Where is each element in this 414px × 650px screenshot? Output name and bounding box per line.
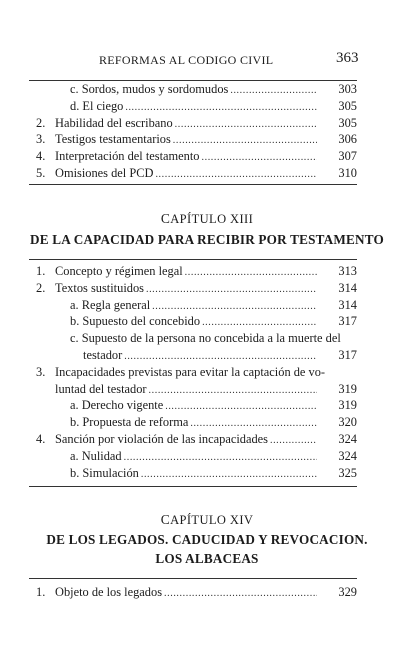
toc-entry: [29, 431, 357, 448]
toc-entry: [29, 364, 357, 398]
toc-chapter-14: [29, 584, 357, 601]
toc-entry: [29, 465, 357, 482]
entry-label: b. Supuesto del concebido: [70, 314, 201, 329]
toc-entry: [29, 584, 357, 601]
toc-entry: [29, 98, 357, 115]
toc-section-continued: [29, 81, 357, 182]
section-rule: [29, 578, 357, 579]
section-rule: [29, 259, 357, 260]
entry-label: b. Propuesta de reforma: [70, 415, 189, 430]
entry-page: 313: [338, 264, 357, 278]
entry-number: 5.: [36, 165, 46, 180]
toc-entry: [29, 148, 357, 165]
toc-entry: [29, 263, 357, 280]
entry-label: Testigos testamentarios: [55, 132, 171, 147]
entry-label: Habilidad del escribano: [55, 115, 173, 130]
entry-page: 320: [338, 415, 357, 430]
chapter-label: CAPÍTULO XIII: [160, 211, 254, 226]
dot-leader: [164, 586, 317, 603]
toc-entry: [29, 313, 357, 330]
toc-entry: [29, 115, 357, 132]
entry-label-line1: c. Supuesto de la persona no concebida a la muerte del: [70, 331, 341, 346]
entry-page: 319: [338, 381, 357, 396]
toc-entry: [29, 280, 357, 297]
entry-label: a. Derecho vigente: [70, 398, 164, 413]
toc-entry: [29, 414, 357, 431]
entry-page: 314: [338, 297, 357, 312]
entry-page: 307: [338, 149, 357, 164]
page-number: 363: [336, 50, 359, 66]
dot-leader: [141, 467, 317, 484]
entry-number: 3.: [36, 132, 46, 147]
entry-label: a. Nulidad: [70, 448, 122, 463]
entry-label: d. El ciego: [70, 98, 124, 113]
entry-page: 305: [338, 115, 357, 130]
entry-label-line2: testador: [83, 347, 123, 362]
entry-number: 1.: [36, 585, 46, 599]
entry-label: Omisiones del PCD: [55, 165, 154, 180]
entry-page: 317: [338, 314, 357, 329]
entry-page: 329: [338, 585, 357, 599]
entry-label-line1: Incapacidades previstas para evitar la captación de vo-: [55, 364, 326, 379]
entry-number: 1.: [36, 264, 46, 278]
entry-number: 2.: [36, 280, 46, 295]
toc-entry: [29, 297, 357, 314]
chapter-title: DE LA CAPACIDAD PARA RECIBIR POR TESTAMENTO: [30, 232, 384, 247]
entry-label: c. Sordos, mudos y sordomudos: [70, 82, 229, 96]
entry-label: Interpretación del testamento: [55, 149, 200, 164]
section-rule: [29, 486, 357, 487]
entry-number: 3.: [36, 364, 46, 379]
entry-label: Concepto y régimen legal: [55, 264, 183, 278]
toc-entry: [29, 448, 357, 465]
entry-page: 314: [338, 280, 357, 295]
entry-label: Objeto de los legados: [55, 585, 163, 599]
entry-number: 4.: [36, 149, 46, 164]
entry-label-line2: luntad del testador: [55, 381, 147, 396]
toc-entry: [29, 131, 357, 148]
toc-chapter-13: [29, 263, 357, 481]
chapter-title-line2: LOS ALBACEAS: [155, 551, 259, 566]
entry-page: 324: [338, 431, 357, 446]
entry-page: 306: [338, 132, 357, 147]
entry-page: 317: [338, 347, 357, 362]
chapter-label: CAPÍTULO XIV: [160, 512, 254, 527]
section-rule: [29, 184, 357, 185]
toc-entry: [29, 397, 357, 414]
running-header: [0, 50, 414, 70]
running-title: REFORMAS AL CODIGO CIVIL: [99, 53, 274, 67]
entry-page: 324: [338, 448, 357, 463]
toc-entry: [29, 165, 357, 182]
entry-number: 4.: [36, 431, 46, 446]
toc-entry: [29, 81, 357, 98]
entry-page: 305: [338, 98, 357, 113]
entry-label: b. Simulación: [70, 465, 139, 480]
entry-page: 303: [338, 82, 357, 96]
entry-label: Sanción por violación de las incapacidades: [55, 431, 268, 446]
chapter-title: DE LOS LEGADOS. CADUCIDAD Y REVOCACION.: [46, 532, 368, 547]
dot-leader: [155, 167, 317, 184]
toc-entry: [29, 330, 357, 364]
entry-page: 319: [338, 398, 357, 413]
entry-number: 2.: [36, 115, 46, 130]
entry-label: Textos sustituidos: [55, 280, 144, 295]
entry-page: 310: [338, 165, 357, 180]
entry-page: 325: [338, 465, 357, 480]
entry-label: a. Regla general: [70, 297, 151, 312]
